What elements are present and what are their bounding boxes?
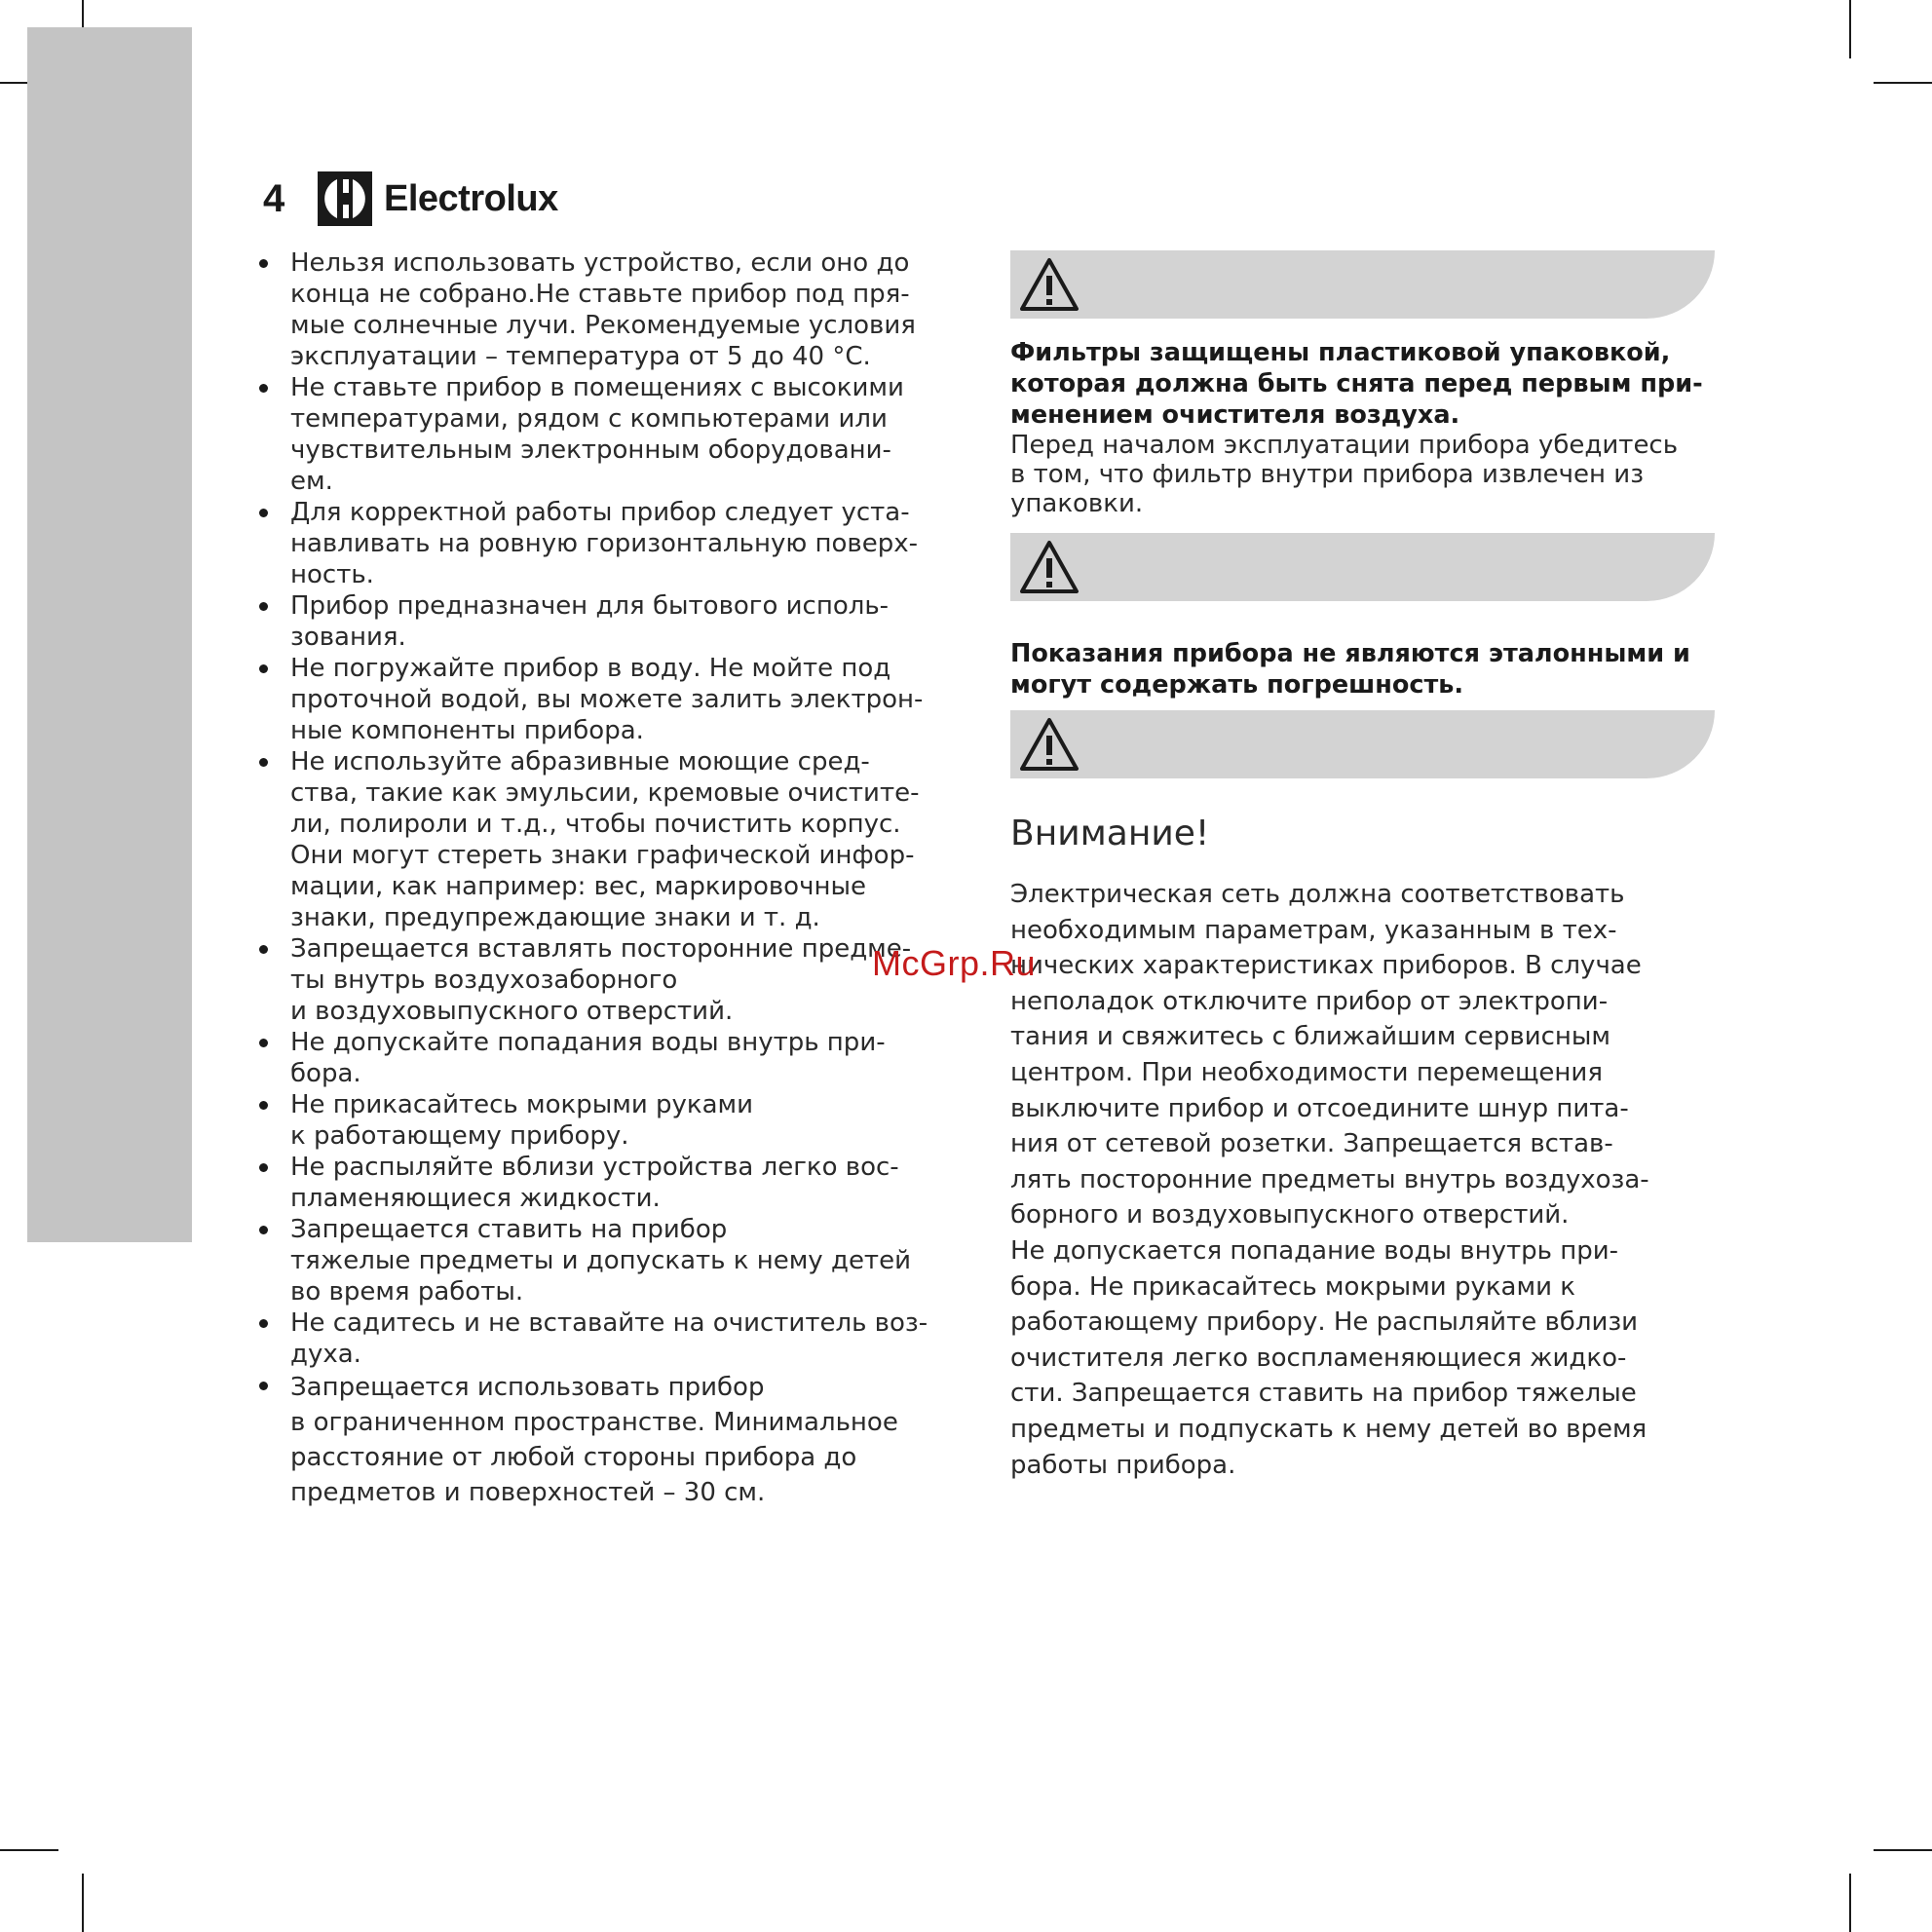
list-item: Не допускайте попадания воды внутрь при- бора. (255, 1027, 966, 1089)
warning-banner (1010, 533, 1715, 601)
bullet-icon (259, 1101, 268, 1110)
warning-triangle-icon (1018, 539, 1080, 595)
page-number: 4 (263, 176, 285, 220)
bullet-icon (259, 664, 268, 673)
side-tab (27, 27, 192, 1242)
crop-mark (1849, 1874, 1851, 1932)
list-item: Не погружайте прибор в воду. Не мойте под проточной водой, вы можете залить электрон- ные компоненты прибора. (255, 653, 966, 746)
safety-list-column (255, 247, 966, 1510)
bullet-icon (259, 384, 268, 393)
list-item: Запрещается вставлять посторонние предме- ты внутрь воздухозаборного и воздуховыпускного отверстий. (255, 933, 966, 1027)
bullet-icon (259, 945, 268, 954)
warning-banner (1010, 250, 1715, 319)
crop-mark (0, 1849, 58, 1851)
list-item: Не ставьте прибор в помещениях с высокими температурами, рядом с компьютерами или чувствительным электронным оборудовани- ем. (255, 372, 966, 497)
bullet-icon (259, 1319, 268, 1328)
list-item: Для корректной работы прибор следует уста- навливать на ровную горизонтальную поверх- ность. (255, 497, 966, 590)
warning-banner (1010, 710, 1715, 778)
warning-triangle-icon (1018, 256, 1080, 313)
warning-readings-heading: Показания прибора не являются эталонными и могут содержать погрешность. (1010, 639, 1690, 700)
bullet-icon (259, 259, 268, 268)
bullet-icon (259, 509, 268, 517)
list-item: Не используйте абразивные моющие сред- ства, такие как эмульсии, кремовые очистите- ли, полироли и т.д., чтобы почистить корпус. Они могут стереть знаки графической инфор- мации, как например: вес, маркировочные знаки, предупреждающие знаки и т. д. (255, 746, 966, 933)
warning-filter-text: Перед началом эксплуатации прибора убедитесь в том, что фильтр внутри прибора извлечен из упаковки. (1010, 431, 1679, 518)
attention-text: Электрическая сеть должна соответствовать необходимым параметрам, указанным в тех- нических характеристиках приборов. В случае неполадок отключите прибор от электропи- тания и свяжитесь с ближайшим сервисным центром. При необходимости перемещения выключите прибор и отсоедините шнур пита- ния от сетевой розетки. Запрещается встав- лять посторонние предметы внутрь воздухоза- борного и воздуховыпускного отверстий. Не допускается попадание воды внутрь при- бора. Не прикасайтесь мокрыми руками к работающему прибору. Не распыляйте вблизи очистителя легко воспламеняющиеся жидко- сти. Запрещается ставить на прибор тяжелые предметы и подпускать к нему детей во время работы прибора. (1010, 880, 1649, 1480)
brand-logo (318, 171, 558, 226)
crop-mark (1874, 82, 1932, 84)
list-item: Не распыляйте вблизи устройства легко вос- пламеняющиеся жидкости. (255, 1152, 966, 1214)
page-header (263, 168, 558, 230)
list-item: Не садитесь и не вставайте на очиститель воз- духа. (255, 1307, 966, 1370)
safety-list (255, 247, 966, 1510)
warning-filter-heading: Фильтры защищены пластиковой упаковкой, которая должна быть снята перед первым при- менением очистителя воздуха. (1010, 338, 1703, 430)
crop-mark (82, 1874, 84, 1932)
bullet-icon (259, 1039, 268, 1047)
brand-name: Electrolux (384, 177, 558, 219)
list-item: Запрещается использовать прибор в ограниченном пространстве. Минимальное расстояние от любой стороны прибора до предметов и поверхностей – 30 см. (255, 1370, 966, 1510)
watermark: McGrp.Ru (872, 943, 1037, 983)
list-item: Нельзя использовать устройство, если оно до конца не собрано.Не ставьте прибор под пря- мые солнечные лучи. Рекомендуемые условия эксплуатации – температура от 5 до 40 °C. (255, 247, 966, 372)
attention-heading: Внимание! (1010, 814, 1210, 853)
warning-triangle-icon (1018, 716, 1080, 773)
crop-mark (1874, 1849, 1932, 1851)
bullet-icon (259, 1226, 268, 1234)
list-item: Запрещается ставить на прибор тяжелые предметы и допускать к нему детей во время работы. (255, 1214, 966, 1307)
bullet-icon (259, 1382, 268, 1390)
bullet-icon (259, 602, 268, 611)
list-item: Не прикасайтесь мокрыми руками к работающему прибору. (255, 1089, 966, 1152)
electrolux-logo-icon (318, 171, 372, 226)
bullet-icon (259, 758, 268, 767)
list-item: Прибор предназначен для бытового исполь- зования. (255, 590, 966, 653)
bullet-icon (259, 1163, 268, 1172)
crop-mark (1849, 0, 1851, 58)
